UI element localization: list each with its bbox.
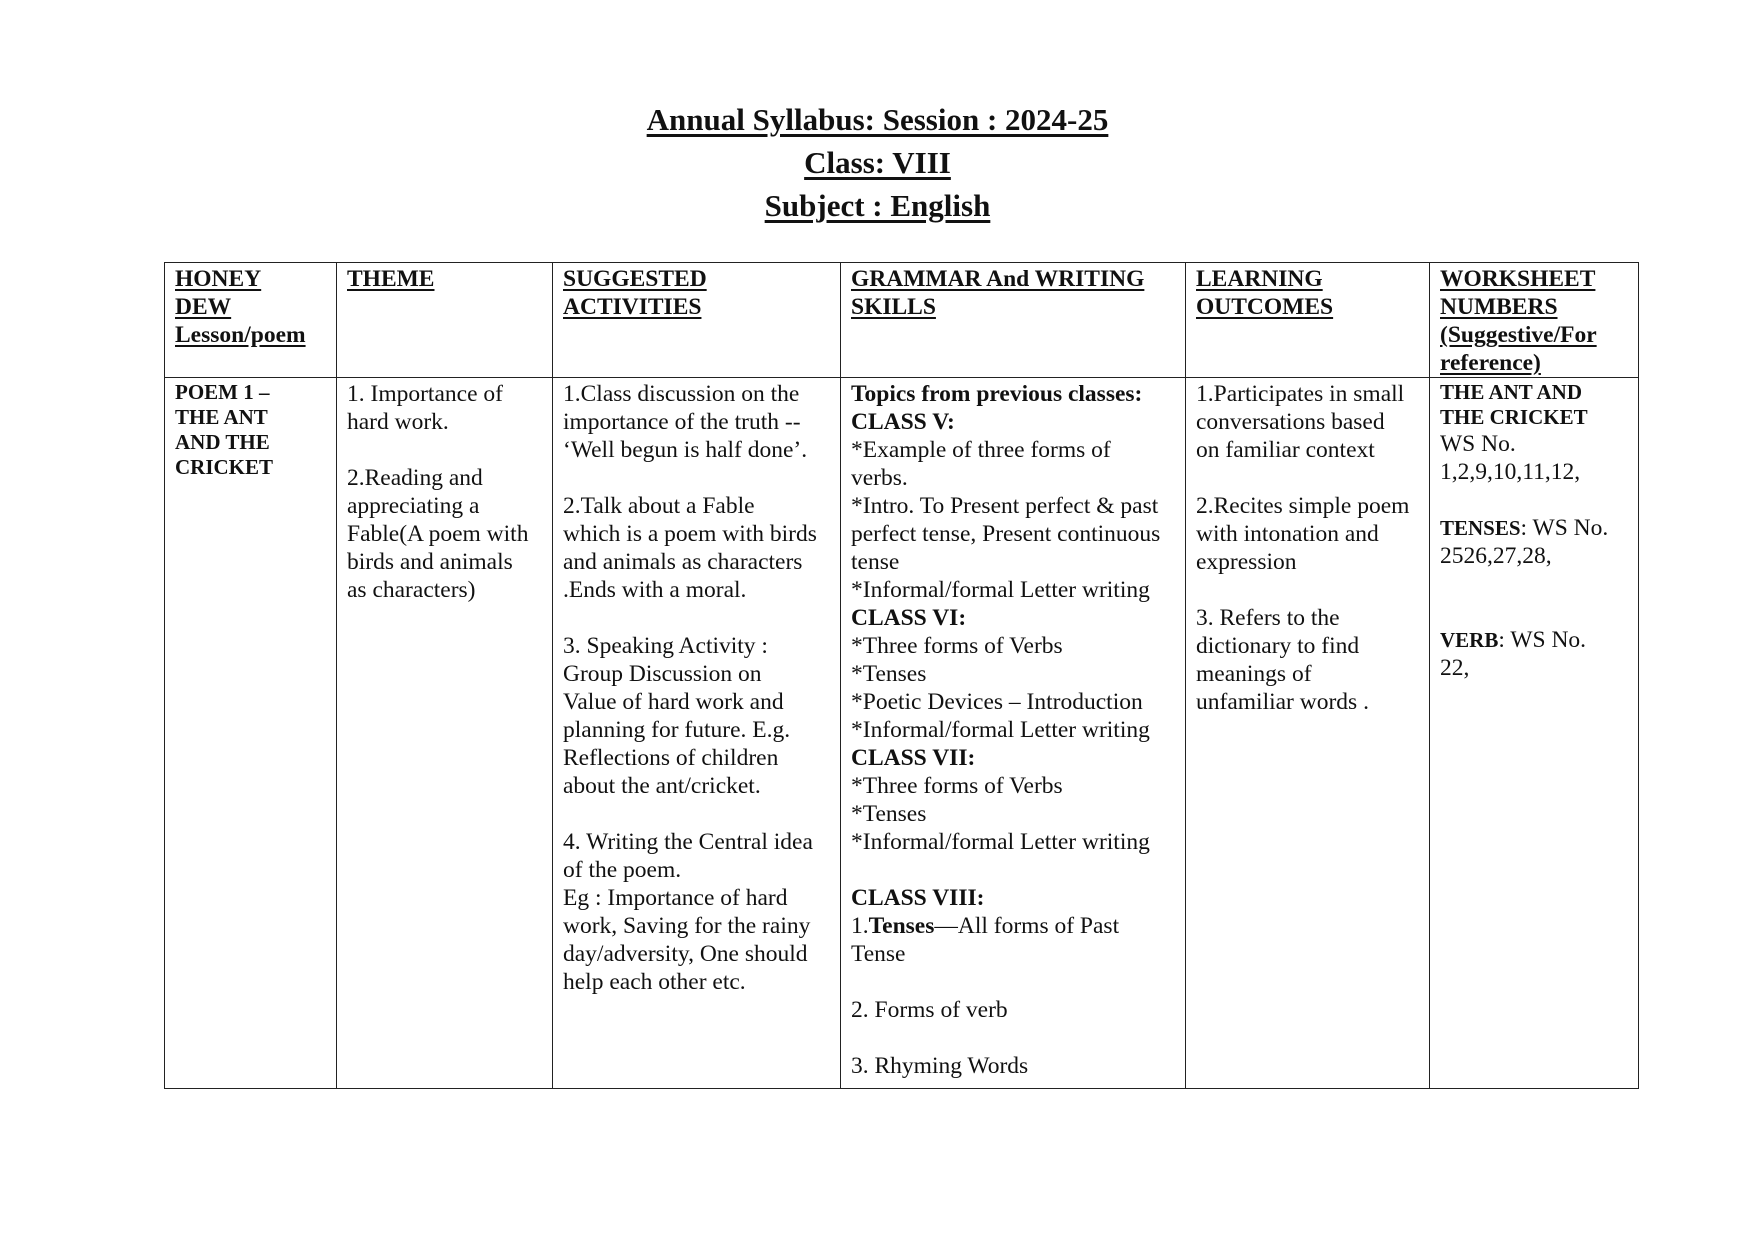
cell-outcomes: 1.Participates in small conversations based on familiar context 2.Recites simple poem with intonation and expression 3. Refers to the dictionary to find meanings of unfamiliar words . [1186, 378, 1430, 1089]
verb-worksheets: VERB: WS No. [1440, 627, 1587, 653]
syllabus-table [164, 262, 1639, 1089]
title-session: Annual Syllabus: Session : 2024-25 [646, 102, 1109, 137]
header-cell-lesson: HONEY DEW Lesson/poem [165, 263, 337, 378]
class-vi-label: CLASS VI: [851, 605, 967, 631]
class-viii-item-1: 1.Tenses—All forms of Past [851, 913, 1120, 939]
class-vii-label: CLASS VII: [851, 745, 976, 771]
header-cell-worksheets: WORKSHEET NUMBERS (Suggestive/For reference) [1430, 263, 1639, 378]
header-cell-grammar: GRAMMAR And WRITING SKILLS [841, 263, 1186, 378]
cell-lesson: POEM 1 – THE ANT AND THE CRICKET [165, 378, 337, 1089]
title-class: Class: VIII [804, 145, 951, 180]
table-row [165, 378, 1639, 1089]
header-cell-outcomes: LEARNING OUTCOMES [1186, 263, 1430, 378]
tenses-worksheets: TENSES: WS No. [1440, 515, 1609, 541]
header-cell-activities: SUGGESTED ACTIVITIES [553, 263, 841, 378]
table-header-row [165, 263, 1639, 378]
document-title-block [0, 98, 1755, 227]
class-v-label: CLASS V: [851, 409, 955, 435]
cell-grammar: Topics from previous classes: CLASS V: *Example of three forms of verbs. *Intro. To Present perfect & past perfect tense, Present continuous tense *Informal/formal Letter writing CLASS VI: *Three forms of Verbs *Tenses *Poetic Devices – Introduction *Informal/formal Letter writing CLASS VII: *Three forms of Verbs *Tenses *Informal/formal Letter writing CLASS VIII: 1.Tenses—All forms of Past Tense 2. Forms of verb 3. Rhyming Words [841, 378, 1186, 1089]
class-viii-label: CLASS VIII: [851, 885, 985, 911]
title-subject: Subject : English [764, 188, 991, 223]
grammar-heading: Topics from previous classes: [851, 381, 1143, 407]
cell-worksheets: THE ANT AND THE CRICKET WS No. 1,2,9,10,11,12, TENSES: WS No. 2526,27,28, VERB: WS No. 22, [1430, 378, 1639, 1089]
class-viii-item-2: 2. Forms of verb [851, 997, 1008, 1023]
cell-theme: 1. Importance of hard work. 2.Reading and appreciating a Fable(A poem with birds and animals as characters) [337, 378, 553, 1089]
cell-activities: 1.Class discussion on the importance of the truth -- ‘Well begun is half done’. 2.Talk about a Fable which is a poem with birds and animals as characters .Ends with a moral. 3. Speaking Activity : Group Discussion on Value of hard work and planning for future. E.g. Reflections of children about the ant/cricket. 4. Writing the Central idea of the poem. Eg : Importance of hard work, Saving for the rainy day/adversity, One should help each other etc. [553, 378, 841, 1089]
header-cell-theme: THEME [337, 263, 553, 378]
class-viii-item-3: 3. Rhyming Words [851, 1053, 1029, 1079]
